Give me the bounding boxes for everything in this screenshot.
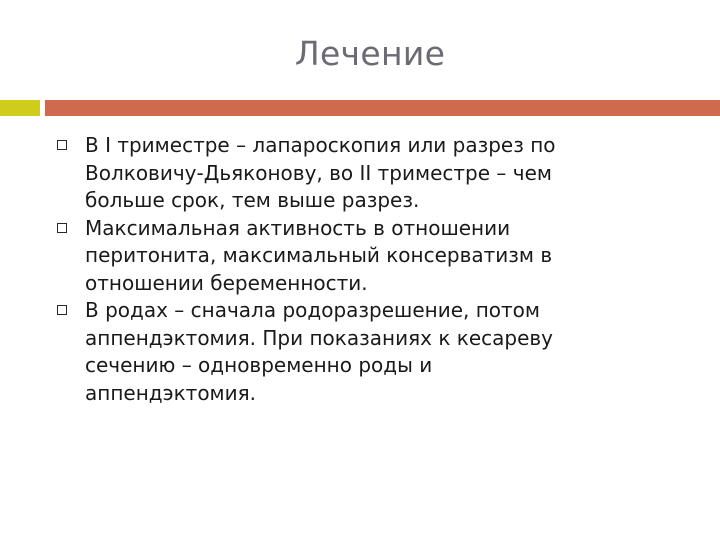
square-outline-icon: [57, 140, 67, 150]
bullet-list: [0, 132, 720, 407]
bullet-text: Максимальная активность в отношении перитонита, максимальный консерватизм в отношении беременности.: [85, 215, 553, 295]
square-outline-icon: [57, 223, 67, 233]
accent-bar-left: [0, 100, 40, 116]
square-outline-icon: [57, 305, 67, 315]
bullet-item: [0, 215, 720, 298]
bullet-text: В родах – сначала родоразрешение, потом аппендэктомия. При показаниях к кесареву сечению – одновременно роды и аппендэктомия.: [85, 298, 554, 405]
bullet-item: [0, 132, 720, 215]
bullet-item: [0, 297, 720, 407]
accent-bar-right: [45, 100, 720, 116]
bullet-text: В I триместре – лапароскопия или разрез по Волковичу-Дьяконову, во II триместре – чем больше срок, тем выше разрез.: [85, 133, 556, 212]
slide-title: Лечение: [294, 34, 446, 73]
